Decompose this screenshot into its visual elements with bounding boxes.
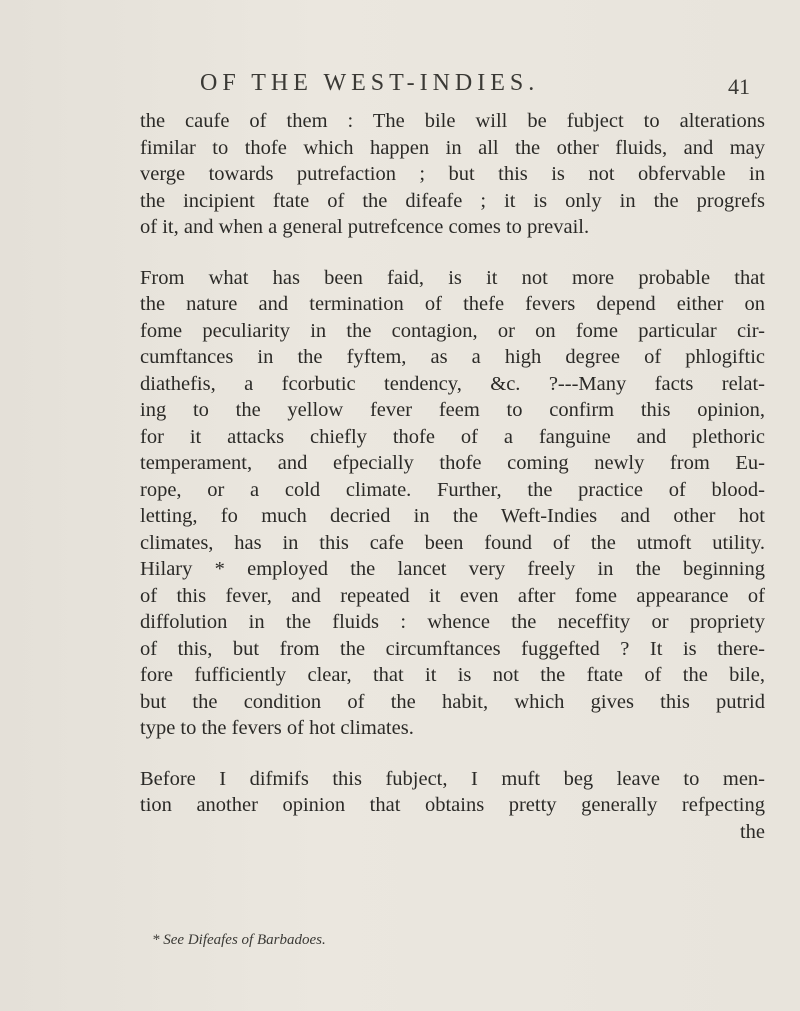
text-line: temperament, and efpecially thofe coming newly from Eu- [140,452,765,474]
text-line: diathefis, a fcorbutic tendency, &c. ?---Many facts relat- [140,372,765,395]
paragraph [140,766,765,819]
text-line: type to the fevers of hot climates. [140,717,414,739]
body-text [140,108,765,845]
text-line: of this, but from the circumftances fuggefted ? It is there- [140,637,765,660]
text-line: the caufe of them : The bile will be fubject to alterations [140,110,765,132]
text-line: rope, or a cold climate. Further, the practice of blood- [140,478,765,501]
text-line: of it, and when a general putrefcence comes to prevail. [140,216,590,238]
paragraph [140,108,765,241]
paragraph-gap [140,742,765,766]
text-line: but the condition of the habit, which gives this putrid [140,690,765,713]
text-line: diffolution in the fluids : whence the neceffity or propriety [140,611,765,633]
paragraph-gap [140,241,765,265]
catchword: the [739,820,765,843]
text-line: Hilary * employed the lancet very freely in the beginning [140,558,765,580]
text-line: Before I difmifs this fubject, I muft beg leave to men- [140,767,765,790]
text-line: From what has been faid, is it not more probable that [140,266,765,289]
paragraph [140,265,765,742]
text-line: of this fever, and repeated it even after fome appearance of [140,584,765,607]
text-line: cumftances in the fyftem, as a high degree of phlogiftic [140,346,765,368]
text-line: the incipient ftate of the difeafe ; it is only in the progrefs [140,189,765,212]
page-number: 41 [728,74,750,99]
text-line: for it attacks chiefly thofe of a fanguine and plethoric [140,425,765,448]
text-line: fimilar to thofe which happen in all the other fluids, and may [140,136,765,159]
footnote: * See Difeafes of Barbadoes. [152,932,326,948]
text-line: climates, has in this cafe been found of the utmoft utility. [140,531,765,554]
text-line: fome peculiarity in the contagion, or on fome particular cir- [140,319,765,342]
text-line: fore fufficiently clear, that it is not the ftate of the bile, [140,664,765,686]
text-line: verge towards putrefaction ; but this is not obfervable in [140,163,765,185]
text-line: tion another opinion that obtains pretty generally refpecting [140,794,765,816]
text-line: the nature and termination of thefe fevers depend either on [140,293,765,315]
running-title: OF THE WEST-INDIES. [200,70,540,96]
text-line: ing to the yellow fever feem to confirm this opinion, [140,399,765,421]
text-line: letting, fo much decried in the Weft-Indies and other hot [140,505,765,527]
